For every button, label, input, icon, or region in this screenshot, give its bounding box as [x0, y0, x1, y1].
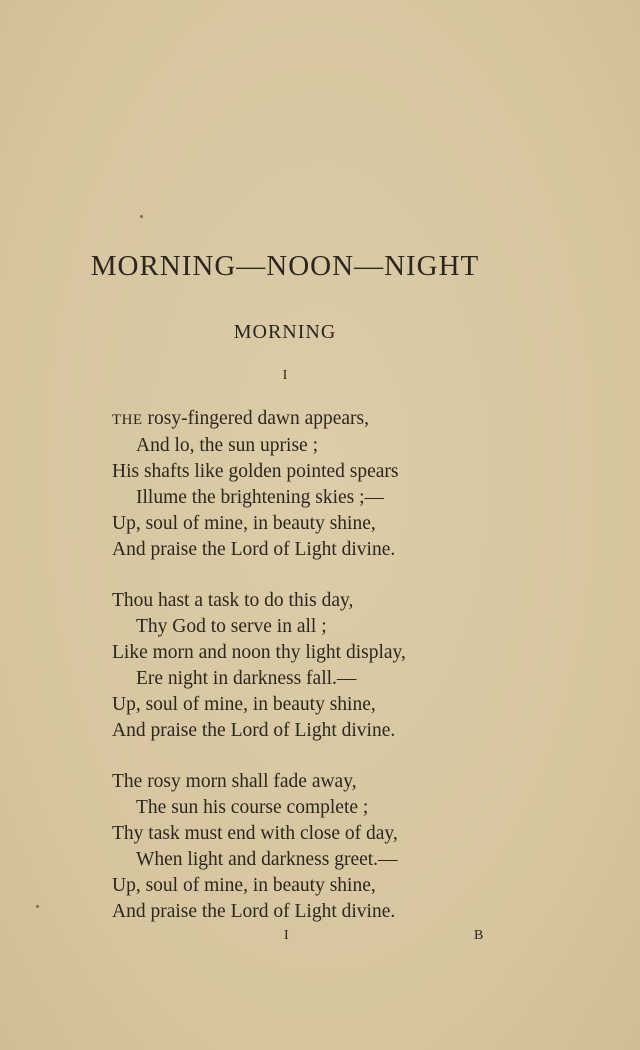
page-number: I	[284, 928, 289, 943]
stanza-line: When light and darkness greet.—	[136, 849, 398, 870]
stanza-1	[112, 406, 512, 563]
stanza-line: Illume the brightening skies ;—	[136, 487, 385, 508]
stanza-line: And praise the Lord of Light divine.	[112, 539, 396, 560]
section-title: MORNING	[233, 321, 337, 343]
stanza-3	[112, 769, 512, 925]
stanza-line: Up, soul of mine, in beauty shine,	[112, 875, 376, 896]
stanza-line: And praise the Lord of Light divine.	[112, 901, 396, 922]
stanza-line: The rosy morn shall fade away,	[112, 771, 357, 792]
stanza-line: The sun his course complete ;	[136, 797, 369, 818]
stanza-line: His shafts like golden pointed spears	[112, 461, 399, 482]
stanza-line: Up, soul of mine, in beauty shine,	[112, 694, 376, 715]
stanza-line: Like morn and noon thy light display,	[112, 642, 406, 663]
section-number: I	[282, 368, 288, 383]
signature-mark: B	[474, 928, 484, 943]
paper-speck	[140, 215, 143, 218]
stanza-line: THE rosy-fingered dawn appears,	[112, 408, 369, 429]
drop-word: THE	[112, 412, 143, 428]
stanza-line: Ere night in darkness fall.—	[136, 668, 357, 689]
stanza-2	[112, 588, 512, 744]
stanza-line: And lo, the sun uprise ;	[136, 435, 318, 456]
stanza-line: And praise the Lord of Light divine.	[112, 720, 396, 741]
paper-speck	[36, 905, 39, 908]
stanza-line: Thy task must end with close of day,	[112, 823, 398, 844]
bleed-through-text	[70, 55, 590, 185]
stanza-line: Thou hast a task to do this day,	[112, 590, 354, 611]
stanza-line: Up, soul of mine, in beauty shine,	[112, 513, 376, 534]
stanza-line: Thy God to serve in all ;	[136, 616, 327, 637]
poem-main-title: MORNING—NOON—NIGHT	[90, 250, 480, 282]
